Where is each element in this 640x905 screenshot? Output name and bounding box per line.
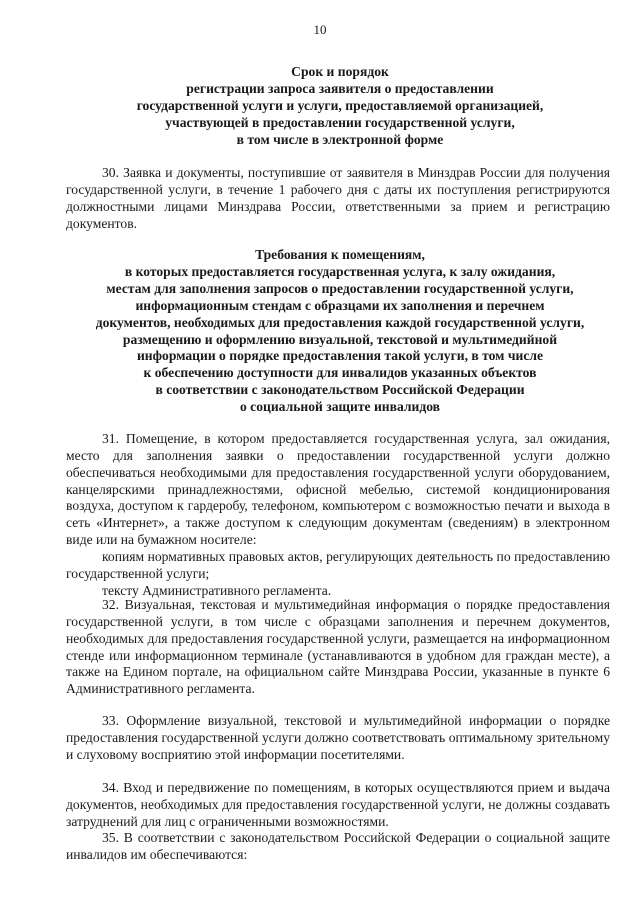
heading-line: о социальной защите инвалидов bbox=[239, 399, 441, 415]
heading-line: в соответствии с законодательством Российской Федерации bbox=[155, 382, 525, 398]
page-number: 10 bbox=[313, 22, 327, 37]
heading-line: к обеспечению доступности для инвалидов указанных объектов bbox=[143, 365, 537, 381]
heading-line: регистрации запроса заявителя о предоставлении bbox=[186, 80, 494, 96]
heading-line: Требования к помещениям, bbox=[255, 247, 425, 262]
paragraph-35: 35. В соответствии с законодательством Российской Федерации о социальной защите инвалидов им обеспечиваются: bbox=[66, 830, 610, 862]
paragraph-31-block bbox=[66, 431, 610, 599]
paragraph-32: 32. Визуальная, текстовая и мультимедийная информация о порядке предоставления государственной услуги, в том числе с образцами заполнения и перечнем документов, необходимых для предоставления государственной услуги, размещается на информационном стенде или информационном терминале (устанавливаются в удобном для граждан месте), а также на Едином портале, на официальном сайте Минздрава России, указанные в пункте 6 Административного регламента. bbox=[66, 597, 610, 697]
section-heading-registration bbox=[50, 64, 630, 149]
paragraph-31-item-regulation: тексту Административного регламента. bbox=[102, 582, 332, 598]
paragraph-31-item-copies: копиям нормативных правовых актов, регулирующих деятельность по предоставлению государственной услуги; bbox=[66, 548, 610, 581]
section-heading-premises bbox=[50, 247, 630, 416]
heading-line: в которых предоставляется государственная услуга, к залу ожидания, bbox=[124, 263, 556, 279]
heading-line: местам для заполнения запросов о предоставлении государственной услуги, bbox=[106, 280, 574, 296]
heading-line: информации о порядке предоставления такой услуги, в том числе bbox=[136, 348, 544, 364]
paragraph-33: 33. Оформление визуальной, текстовой и мультимедийной информации о порядке предоставления государственной услуги должно соответствовать оптимальному зрительному и слуховому восприятию этой информации посетителями. bbox=[66, 713, 610, 762]
heading-line: информационным стендам с образцами их заполнения и перечнем bbox=[135, 297, 545, 313]
heading-line: документов, необходимых для предоставления каждой государственной услуги, bbox=[95, 314, 585, 330]
paragraph-30: 30. Заявка и документы, поступившие от заявителя в Минздрав России для получения государственной услуги, в течение 1 рабочего дня с даты их поступления регистрируются должностными лицами Минздрава России, ответственными за прием и регистрацию документов. bbox=[66, 165, 610, 231]
paragraph-34: 34. Вход и передвижение по помещениям, в которых осуществляются прием и выдача документов, необходимых для предоставления государственной услуги, не должны создавать затруднений для лиц с ограниченными возможностями. bbox=[66, 780, 610, 829]
heading-line: государственной услуги и услуги, предоставляемой организацией, bbox=[136, 97, 544, 113]
heading-line: Срок и порядок bbox=[291, 64, 389, 79]
heading-line: участвующей в предоставлении государственной услуги, bbox=[165, 114, 515, 130]
paragraph-31: 31. Помещение, в котором предоставляется государственная услуга, зал ожидания, место для заполнения заявки о предоставлении государственной услуги должно обеспечиваться необходимыми для предоставления государственной услуги оборудованием, канцелярскими принадлежностями, офисной мебелью, системой кондиционирования воздуха, доступом к гардеробу, телефоном, компьютером с возможностью печати и выхода в сеть «Интернет», а также доступом к следующим документам (сведениям) в электронном виде или на бумажном носителе: bbox=[66, 431, 610, 548]
heading-line: размещению и оформлению визуальной, текстовой и мультимедийной bbox=[122, 331, 558, 347]
heading-line: в том числе в электронной форме bbox=[236, 131, 444, 147]
